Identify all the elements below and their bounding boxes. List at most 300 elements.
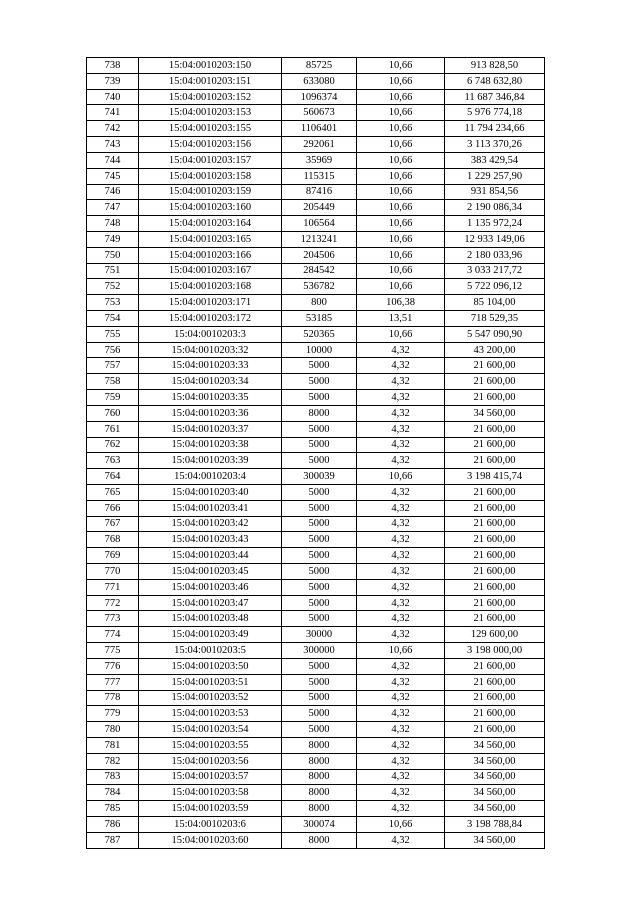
cadastral-value-cell: 2 180 033,96 bbox=[445, 247, 545, 263]
cadastral-number-cell: 15:04:0010203:3 bbox=[139, 326, 282, 342]
rate-cell: 4,32 bbox=[357, 674, 445, 690]
area-cell: 5000 bbox=[282, 674, 357, 690]
row-number-cell: 753 bbox=[87, 295, 139, 311]
cadastral-value-cell: 21 600,00 bbox=[445, 500, 545, 516]
row-number-cell: 781 bbox=[87, 737, 139, 753]
cadastral-number-cell: 15:04:0010203:33 bbox=[139, 358, 282, 374]
cadastral-value-cell: 21 600,00 bbox=[445, 548, 545, 564]
area-cell: 5000 bbox=[282, 611, 357, 627]
row-number-cell: 744 bbox=[87, 152, 139, 168]
area-cell: 5000 bbox=[282, 484, 357, 500]
rate-cell: 4,32 bbox=[357, 627, 445, 643]
cadastral-number-cell: 15:04:0010203:172 bbox=[139, 311, 282, 327]
rate-cell: 10,66 bbox=[357, 73, 445, 89]
area-cell: 5000 bbox=[282, 564, 357, 580]
table-row bbox=[87, 548, 545, 564]
table-row bbox=[87, 611, 545, 627]
table-row bbox=[87, 469, 545, 485]
cadastral-number-cell: 15:04:0010203:53 bbox=[139, 706, 282, 722]
table-row bbox=[87, 105, 545, 121]
row-number-cell: 762 bbox=[87, 437, 139, 453]
table-row bbox=[87, 832, 545, 848]
rate-cell: 4,32 bbox=[357, 690, 445, 706]
area-cell: 115315 bbox=[282, 168, 357, 184]
cadastral-number-cell: 15:04:0010203:155 bbox=[139, 121, 282, 137]
rate-cell: 10,66 bbox=[357, 200, 445, 216]
row-number-cell: 785 bbox=[87, 801, 139, 817]
row-number-cell: 740 bbox=[87, 89, 139, 105]
row-number-cell: 745 bbox=[87, 168, 139, 184]
rate-cell: 4,32 bbox=[357, 706, 445, 722]
row-number-cell: 743 bbox=[87, 137, 139, 153]
cadastral-value-cell: 21 600,00 bbox=[445, 690, 545, 706]
row-number-cell: 758 bbox=[87, 374, 139, 390]
table-row bbox=[87, 405, 545, 421]
cadastral-number-cell: 15:04:0010203:51 bbox=[139, 674, 282, 690]
row-number-cell: 774 bbox=[87, 627, 139, 643]
row-number-cell: 770 bbox=[87, 564, 139, 580]
area-cell: 5000 bbox=[282, 421, 357, 437]
row-number-cell: 782 bbox=[87, 753, 139, 769]
cadastral-value-cell: 21 600,00 bbox=[445, 564, 545, 580]
rate-cell: 4,32 bbox=[357, 611, 445, 627]
cadastral-number-cell: 15:04:0010203:37 bbox=[139, 421, 282, 437]
area-cell: 1096374 bbox=[282, 89, 357, 105]
rate-cell: 10,66 bbox=[357, 137, 445, 153]
cadastral-value-cell: 21 600,00 bbox=[445, 421, 545, 437]
area-cell: 5000 bbox=[282, 500, 357, 516]
area-cell: 53185 bbox=[282, 311, 357, 327]
table-row bbox=[87, 785, 545, 801]
cadastral-number-cell: 15:04:0010203:52 bbox=[139, 690, 282, 706]
rate-cell: 10,66 bbox=[357, 89, 445, 105]
rate-cell: 4,32 bbox=[357, 658, 445, 674]
cadastral-value-cell: 21 600,00 bbox=[445, 532, 545, 548]
cadastral-value-cell: 34 560,00 bbox=[445, 405, 545, 421]
table-row bbox=[87, 516, 545, 532]
cadastral-number-cell: 15:04:0010203:58 bbox=[139, 785, 282, 801]
rate-cell: 4,32 bbox=[357, 722, 445, 738]
cadastral-value-cell: 3 198 788,84 bbox=[445, 817, 545, 833]
cadastral-value-cell: 718 529,35 bbox=[445, 311, 545, 327]
cadastral-value-cell: 43 200,00 bbox=[445, 342, 545, 358]
area-cell: 1106401 bbox=[282, 121, 357, 137]
rate-cell: 4,32 bbox=[357, 374, 445, 390]
area-cell: 5000 bbox=[282, 358, 357, 374]
row-number-cell: 765 bbox=[87, 484, 139, 500]
table-row bbox=[87, 658, 545, 674]
cadastral-number-cell: 15:04:0010203:167 bbox=[139, 263, 282, 279]
row-number-cell: 752 bbox=[87, 279, 139, 295]
rate-cell: 4,32 bbox=[357, 358, 445, 374]
cadastral-number-cell: 15:04:0010203:43 bbox=[139, 532, 282, 548]
row-number-cell: 749 bbox=[87, 231, 139, 247]
area-cell: 5000 bbox=[282, 437, 357, 453]
area-cell: 284542 bbox=[282, 263, 357, 279]
cadastral-value-cell: 21 600,00 bbox=[445, 611, 545, 627]
table-row bbox=[87, 817, 545, 833]
cadastral-value-cell: 21 600,00 bbox=[445, 374, 545, 390]
rate-cell: 10,66 bbox=[357, 105, 445, 121]
rate-cell: 4,32 bbox=[357, 753, 445, 769]
table-row bbox=[87, 279, 545, 295]
row-number-cell: 746 bbox=[87, 184, 139, 200]
cadastral-number-cell: 15:04:0010203:159 bbox=[139, 184, 282, 200]
table-row bbox=[87, 753, 545, 769]
cadastral-number-cell: 15:04:0010203:48 bbox=[139, 611, 282, 627]
row-number-cell: 769 bbox=[87, 548, 139, 564]
cadastral-value-cell: 1 135 972,24 bbox=[445, 216, 545, 232]
area-cell: 5000 bbox=[282, 579, 357, 595]
cadastral-number-cell: 15:04:0010203:38 bbox=[139, 437, 282, 453]
table-row bbox=[87, 437, 545, 453]
cadastral-number-cell: 15:04:0010203:60 bbox=[139, 832, 282, 848]
row-number-cell: 756 bbox=[87, 342, 139, 358]
row-number-cell: 759 bbox=[87, 390, 139, 406]
cadastral-value-cell: 21 600,00 bbox=[445, 390, 545, 406]
row-number-cell: 747 bbox=[87, 200, 139, 216]
cadastral-value-cell: 913 828,50 bbox=[445, 58, 545, 74]
cadastral-number-cell: 15:04:0010203:151 bbox=[139, 73, 282, 89]
area-cell: 205449 bbox=[282, 200, 357, 216]
cadastral-number-cell: 15:04:0010203:150 bbox=[139, 58, 282, 74]
cadastral-number-cell: 15:04:0010203:156 bbox=[139, 137, 282, 153]
area-cell: 5000 bbox=[282, 390, 357, 406]
rate-cell: 10,66 bbox=[357, 121, 445, 137]
table-row bbox=[87, 73, 545, 89]
table-row bbox=[87, 453, 545, 469]
cadastral-number-cell: 15:04:0010203:171 bbox=[139, 295, 282, 311]
rate-cell: 10,66 bbox=[357, 326, 445, 342]
rate-cell: 13,51 bbox=[357, 311, 445, 327]
rate-cell: 4,32 bbox=[357, 801, 445, 817]
cadastral-value-cell: 21 600,00 bbox=[445, 674, 545, 690]
area-cell: 8000 bbox=[282, 769, 357, 785]
row-number-cell: 780 bbox=[87, 722, 139, 738]
rate-cell: 4,32 bbox=[357, 390, 445, 406]
rate-cell: 4,32 bbox=[357, 832, 445, 848]
area-cell: 300000 bbox=[282, 643, 357, 659]
cadastral-value-cell: 5 547 090,90 bbox=[445, 326, 545, 342]
cadastral-number-cell: 15:04:0010203:47 bbox=[139, 595, 282, 611]
row-number-cell: 787 bbox=[87, 832, 139, 848]
table-row bbox=[87, 564, 545, 580]
table-row bbox=[87, 769, 545, 785]
cadastral-number-cell: 15:04:0010203:40 bbox=[139, 484, 282, 500]
row-number-cell: 750 bbox=[87, 247, 139, 263]
rate-cell: 10,66 bbox=[357, 247, 445, 263]
table-row bbox=[87, 216, 545, 232]
area-cell: 10000 bbox=[282, 342, 357, 358]
area-cell: 8000 bbox=[282, 737, 357, 753]
table-row bbox=[87, 342, 545, 358]
table-row bbox=[87, 390, 545, 406]
cadastral-value-cell: 21 600,00 bbox=[445, 437, 545, 453]
cadastral-value-cell: 12 933 149,06 bbox=[445, 231, 545, 247]
cadastral-number-cell: 15:04:0010203:158 bbox=[139, 168, 282, 184]
table-row bbox=[87, 579, 545, 595]
cadastral-number-cell: 15:04:0010203:45 bbox=[139, 564, 282, 580]
cadastral-value-cell: 5 976 774,18 bbox=[445, 105, 545, 121]
area-cell: 8000 bbox=[282, 832, 357, 848]
cadastral-value-cell: 6 748 632,80 bbox=[445, 73, 545, 89]
rate-cell: 106,38 bbox=[357, 295, 445, 311]
area-cell: 5000 bbox=[282, 548, 357, 564]
area-cell: 8000 bbox=[282, 405, 357, 421]
rate-cell: 10,66 bbox=[357, 643, 445, 659]
rate-cell: 4,32 bbox=[357, 405, 445, 421]
table-row bbox=[87, 263, 545, 279]
cadastral-number-cell: 15:04:0010203:32 bbox=[139, 342, 282, 358]
area-cell: 5000 bbox=[282, 706, 357, 722]
cadastral-value-cell: 21 600,00 bbox=[445, 484, 545, 500]
cadastral-value-cell: 3 198 000,00 bbox=[445, 643, 545, 659]
cadastral-value-cell: 21 600,00 bbox=[445, 516, 545, 532]
area-cell: 5000 bbox=[282, 516, 357, 532]
cadastral-number-cell: 15:04:0010203:46 bbox=[139, 579, 282, 595]
cadastral-number-cell: 15:04:0010203:152 bbox=[139, 89, 282, 105]
table-row bbox=[87, 231, 545, 247]
row-number-cell: 773 bbox=[87, 611, 139, 627]
cadastral-value-cell: 931 854,56 bbox=[445, 184, 545, 200]
row-number-cell: 768 bbox=[87, 532, 139, 548]
cadastral-number-cell: 15:04:0010203:41 bbox=[139, 500, 282, 516]
area-cell: 1213241 bbox=[282, 231, 357, 247]
area-cell: 800 bbox=[282, 295, 357, 311]
cadastral-number-cell: 15:04:0010203:56 bbox=[139, 753, 282, 769]
cadastral-value-cell: 34 560,00 bbox=[445, 832, 545, 848]
table-row bbox=[87, 358, 545, 374]
cadastral-number-cell: 15:04:0010203:59 bbox=[139, 801, 282, 817]
cadastral-value-cell: 21 600,00 bbox=[445, 579, 545, 595]
cadastral-value-cell: 5 722 096,12 bbox=[445, 279, 545, 295]
row-number-cell: 738 bbox=[87, 58, 139, 74]
cadastral-value-cell: 21 600,00 bbox=[445, 358, 545, 374]
table-row bbox=[87, 121, 545, 137]
row-number-cell: 741 bbox=[87, 105, 139, 121]
rate-cell: 10,66 bbox=[357, 817, 445, 833]
cadastral-value-cell: 3 113 370,26 bbox=[445, 137, 545, 153]
cadastral-value-cell: 21 600,00 bbox=[445, 453, 545, 469]
rate-cell: 10,66 bbox=[357, 469, 445, 485]
rate-cell: 4,32 bbox=[357, 500, 445, 516]
table-row bbox=[87, 200, 545, 216]
area-cell: 35969 bbox=[282, 152, 357, 168]
area-cell: 8000 bbox=[282, 785, 357, 801]
table-row bbox=[87, 690, 545, 706]
area-cell: 5000 bbox=[282, 453, 357, 469]
row-number-cell: 784 bbox=[87, 785, 139, 801]
area-cell: 560673 bbox=[282, 105, 357, 121]
table-row bbox=[87, 801, 545, 817]
cadastral-value-cell: 34 560,00 bbox=[445, 785, 545, 801]
row-number-cell: 754 bbox=[87, 311, 139, 327]
cadastral-number-cell: 15:04:0010203:35 bbox=[139, 390, 282, 406]
table-row bbox=[87, 532, 545, 548]
area-cell: 536782 bbox=[282, 279, 357, 295]
cadastral-number-cell: 15:04:0010203:153 bbox=[139, 105, 282, 121]
cadastral-value-cell: 2 190 086,34 bbox=[445, 200, 545, 216]
area-cell: 85725 bbox=[282, 58, 357, 74]
rate-cell: 10,66 bbox=[357, 168, 445, 184]
cadastral-value-cell: 21 600,00 bbox=[445, 706, 545, 722]
row-number-cell: 771 bbox=[87, 579, 139, 595]
cadastral-value-cell: 3 198 415,74 bbox=[445, 469, 545, 485]
table-row bbox=[87, 295, 545, 311]
area-cell: 87416 bbox=[282, 184, 357, 200]
row-number-cell: 739 bbox=[87, 73, 139, 89]
table-row bbox=[87, 58, 545, 74]
cadastral-value-cell: 21 600,00 bbox=[445, 722, 545, 738]
cadastral-number-cell: 15:04:0010203:168 bbox=[139, 279, 282, 295]
table-row bbox=[87, 184, 545, 200]
rate-cell: 4,32 bbox=[357, 421, 445, 437]
cadastral-number-cell: 15:04:0010203:5 bbox=[139, 643, 282, 659]
row-number-cell: 742 bbox=[87, 121, 139, 137]
rate-cell: 10,66 bbox=[357, 152, 445, 168]
area-cell: 5000 bbox=[282, 595, 357, 611]
rate-cell: 10,66 bbox=[357, 184, 445, 200]
cadastral-value-cell: 21 600,00 bbox=[445, 595, 545, 611]
table-row bbox=[87, 374, 545, 390]
rate-cell: 10,66 bbox=[357, 279, 445, 295]
row-number-cell: 776 bbox=[87, 658, 139, 674]
rate-cell: 4,32 bbox=[357, 548, 445, 564]
row-number-cell: 760 bbox=[87, 405, 139, 421]
area-cell: 8000 bbox=[282, 753, 357, 769]
cadastral-value-cell: 85 104,00 bbox=[445, 295, 545, 311]
area-cell: 292061 bbox=[282, 137, 357, 153]
rate-cell: 4,32 bbox=[357, 785, 445, 801]
cadastral-number-cell: 15:04:0010203:57 bbox=[139, 769, 282, 785]
cadastral-number-cell: 15:04:0010203:4 bbox=[139, 469, 282, 485]
table-row bbox=[87, 737, 545, 753]
table-row bbox=[87, 627, 545, 643]
table-row bbox=[87, 311, 545, 327]
table-row bbox=[87, 484, 545, 500]
rate-cell: 10,66 bbox=[357, 263, 445, 279]
row-number-cell: 763 bbox=[87, 453, 139, 469]
table-row bbox=[87, 706, 545, 722]
cadastral-value-cell: 21 600,00 bbox=[445, 658, 545, 674]
row-number-cell: 761 bbox=[87, 421, 139, 437]
rate-cell: 4,32 bbox=[357, 437, 445, 453]
area-cell: 633080 bbox=[282, 73, 357, 89]
area-cell: 5000 bbox=[282, 374, 357, 390]
rate-cell: 10,66 bbox=[357, 58, 445, 74]
rate-cell: 4,32 bbox=[357, 579, 445, 595]
row-number-cell: 783 bbox=[87, 769, 139, 785]
row-number-cell: 778 bbox=[87, 690, 139, 706]
area-cell: 5000 bbox=[282, 690, 357, 706]
cadastral-number-cell: 15:04:0010203:42 bbox=[139, 516, 282, 532]
row-number-cell: 767 bbox=[87, 516, 139, 532]
row-number-cell: 751 bbox=[87, 263, 139, 279]
cadastral-number-cell: 15:04:0010203:49 bbox=[139, 627, 282, 643]
row-number-cell: 775 bbox=[87, 643, 139, 659]
row-number-cell: 757 bbox=[87, 358, 139, 374]
table-row bbox=[87, 421, 545, 437]
rate-cell: 4,32 bbox=[357, 595, 445, 611]
row-number-cell: 748 bbox=[87, 216, 139, 232]
area-cell: 5000 bbox=[282, 532, 357, 548]
cadastral-number-cell: 15:04:0010203:157 bbox=[139, 152, 282, 168]
cadastral-value-cell: 34 560,00 bbox=[445, 737, 545, 753]
area-cell: 8000 bbox=[282, 801, 357, 817]
area-cell: 300074 bbox=[282, 817, 357, 833]
cadastral-number-cell: 15:04:0010203:55 bbox=[139, 737, 282, 753]
table-row bbox=[87, 326, 545, 342]
cadastral-number-cell: 15:04:0010203:34 bbox=[139, 374, 282, 390]
cadastral-value-cell: 34 560,00 bbox=[445, 769, 545, 785]
area-cell: 300039 bbox=[282, 469, 357, 485]
rate-cell: 4,32 bbox=[357, 453, 445, 469]
cadastral-value-cell: 34 560,00 bbox=[445, 753, 545, 769]
table-row bbox=[87, 500, 545, 516]
cadastral-number-cell: 15:04:0010203:36 bbox=[139, 405, 282, 421]
rate-cell: 4,32 bbox=[357, 484, 445, 500]
rate-cell: 4,32 bbox=[357, 342, 445, 358]
row-number-cell: 772 bbox=[87, 595, 139, 611]
row-number-cell: 779 bbox=[87, 706, 139, 722]
cadastral-value-cell: 11 794 234,66 bbox=[445, 121, 545, 137]
table-row bbox=[87, 247, 545, 263]
rate-cell: 4,32 bbox=[357, 737, 445, 753]
area-cell: 5000 bbox=[282, 722, 357, 738]
cadastral-number-cell: 15:04:0010203:160 bbox=[139, 200, 282, 216]
cadastral-value-cell: 129 600,00 bbox=[445, 627, 545, 643]
table-row bbox=[87, 137, 545, 153]
rate-cell: 4,32 bbox=[357, 516, 445, 532]
rate-cell: 10,66 bbox=[357, 231, 445, 247]
table-row bbox=[87, 722, 545, 738]
table-row bbox=[87, 152, 545, 168]
cadastral-number-cell: 15:04:0010203:6 bbox=[139, 817, 282, 833]
row-number-cell: 755 bbox=[87, 326, 139, 342]
cadastral-value-cell: 11 687 346,84 bbox=[445, 89, 545, 105]
row-number-cell: 766 bbox=[87, 500, 139, 516]
cadastral-value-cell: 34 560,00 bbox=[445, 801, 545, 817]
cadastral-number-cell: 15:04:0010203:50 bbox=[139, 658, 282, 674]
area-cell: 30000 bbox=[282, 627, 357, 643]
cadastral-number-cell: 15:04:0010203:165 bbox=[139, 231, 282, 247]
table-body bbox=[87, 58, 545, 849]
area-cell: 5000 bbox=[282, 658, 357, 674]
cadastral-number-cell: 15:04:0010203:164 bbox=[139, 216, 282, 232]
row-number-cell: 777 bbox=[87, 674, 139, 690]
cadastral-number-cell: 15:04:0010203:39 bbox=[139, 453, 282, 469]
rate-cell: 4,32 bbox=[357, 769, 445, 785]
area-cell: 204506 bbox=[282, 247, 357, 263]
table-row bbox=[87, 595, 545, 611]
row-number-cell: 764 bbox=[87, 469, 139, 485]
cadastral-value-cell: 1 229 257,90 bbox=[445, 168, 545, 184]
rate-cell: 10,66 bbox=[357, 216, 445, 232]
cadastral-value-cell: 383 429,54 bbox=[445, 152, 545, 168]
table-row bbox=[87, 674, 545, 690]
cadastre-value-table bbox=[86, 57, 545, 849]
table-row bbox=[87, 89, 545, 105]
rate-cell: 4,32 bbox=[357, 564, 445, 580]
area-cell: 106564 bbox=[282, 216, 357, 232]
table-row bbox=[87, 643, 545, 659]
area-cell: 520365 bbox=[282, 326, 357, 342]
cadastral-number-cell: 15:04:0010203:166 bbox=[139, 247, 282, 263]
rate-cell: 4,32 bbox=[357, 532, 445, 548]
cadastral-value-cell: 3 033 217,72 bbox=[445, 263, 545, 279]
table-row bbox=[87, 168, 545, 184]
cadastral-number-cell: 15:04:0010203:54 bbox=[139, 722, 282, 738]
